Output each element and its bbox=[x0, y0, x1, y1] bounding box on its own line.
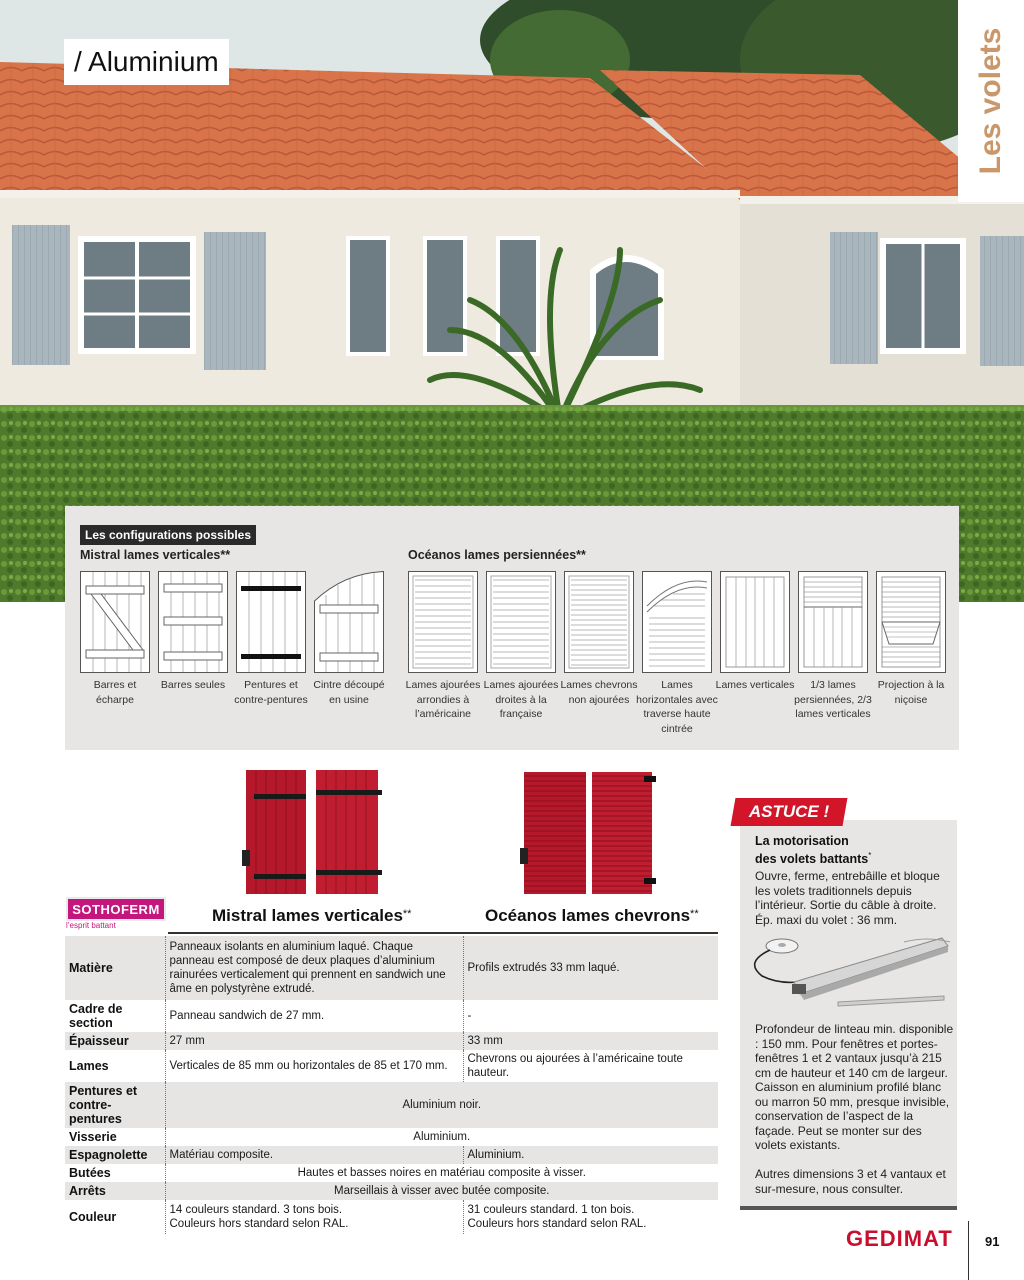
oceanos-group-title: Océanos lames persiennées** bbox=[408, 548, 586, 562]
column-b-title bbox=[485, 906, 699, 926]
config-label: Barres et écharpe bbox=[93, 679, 137, 706]
spec-value-a: Verticales de 85 mm ou horizontales de 85 et 170 mm. bbox=[165, 1050, 463, 1082]
mistral-shutter-image bbox=[240, 768, 382, 896]
config-cintre bbox=[314, 571, 384, 707]
couleur-b-line2: Couleurs hors standard selon RAL. bbox=[467, 1218, 647, 1230]
config-label: Lames ajourées droites à la française bbox=[483, 679, 559, 720]
column-a-title bbox=[212, 906, 411, 926]
config-ajourees-americaine bbox=[405, 571, 481, 722]
config-label: Lames ajourées arrondies à l’américaine bbox=[405, 679, 481, 720]
spec-value-b: Aluminium. bbox=[463, 1146, 718, 1164]
spec-key: Arrêts bbox=[65, 1182, 165, 1200]
astuce-tag bbox=[731, 798, 848, 826]
spec-value-merged: Aluminium noir. bbox=[165, 1082, 718, 1128]
astuce-paragraph-2: Profondeur de linteau min. disponible : 150 mm. Pour fenêtres et portes-fenêtres 1 et 2 vantaux jusqu’à 215 cm de hauteur et 140 cm de largeur. Caisson en aluminium profilé blanc ou marron 50 mm, presque invisible, conservation de l’aspect de la façade. Peut se monter sur des volets existants. bbox=[755, 1022, 954, 1152]
tiers-persiennees-drawing bbox=[799, 572, 867, 672]
spec-key: Espagnolette bbox=[65, 1146, 165, 1164]
cintre-drawing bbox=[314, 571, 384, 673]
ajourees-francaise-drawing bbox=[487, 572, 555, 672]
config-label: Cintre découpé en usine bbox=[313, 679, 385, 706]
traverse-cintree-drawing bbox=[643, 572, 711, 672]
title-rule bbox=[168, 932, 718, 934]
spec-value-b: - bbox=[463, 1000, 718, 1032]
column-a-title-text: Mistral lames verticales bbox=[212, 906, 403, 925]
barres-seules-drawing bbox=[159, 572, 227, 672]
table-row bbox=[65, 1050, 718, 1082]
couleur-a-line2: Couleurs hors standard selon RAL. bbox=[169, 1218, 349, 1230]
pentures-drawing bbox=[237, 572, 305, 672]
config-traverse-cintree bbox=[636, 571, 718, 736]
lames-verticales-drawing bbox=[721, 572, 789, 672]
side-tab-label: Les volets bbox=[974, 27, 1007, 175]
table-row bbox=[65, 936, 718, 1000]
spec-value-b bbox=[463, 1200, 718, 1234]
spec-value-a: Matériau composite. bbox=[165, 1146, 463, 1164]
spec-value-merged: Aluminium. bbox=[165, 1128, 718, 1146]
config-barres-seules bbox=[158, 571, 228, 693]
astuce-tag-text: ASTUCE ! bbox=[748, 802, 830, 821]
column-b-stars: ** bbox=[690, 908, 699, 920]
sothoferm-logo: SOTHOFERM bbox=[66, 897, 166, 921]
table-row bbox=[65, 1200, 718, 1234]
config-pentures bbox=[236, 571, 306, 707]
motor-image bbox=[748, 932, 954, 1016]
configurations-heading: Les configurations possibles bbox=[80, 525, 256, 545]
spec-value-merged: Hautes et basses noires en matériau composite à visser. bbox=[165, 1164, 718, 1182]
config-label: Lames verticales bbox=[715, 679, 795, 691]
ajourees-americaine-drawing bbox=[409, 572, 477, 672]
config-tiers-persiennees bbox=[794, 571, 872, 722]
footer-divider bbox=[968, 1221, 969, 1280]
spec-key: Visserie bbox=[69, 1130, 117, 1144]
oceanos-shutter-image bbox=[518, 768, 660, 896]
spec-value-a: Panneau sandwich de 27 mm. bbox=[165, 1000, 463, 1032]
gedimat-logo: GEDIMAT bbox=[846, 1226, 953, 1251]
astuce-heading-line1: La motorisation bbox=[755, 834, 849, 848]
couleur-a-line1: 14 couleurs standard. 3 tons bois. bbox=[169, 1204, 343, 1216]
astuce-paragraph-3: Autres dimensions 3 et 4 vantaux et sur-mesure, nous consulter. bbox=[755, 1167, 946, 1196]
spec-value-b: Chevrons ou ajourées à l’américaine toute hauteur. bbox=[463, 1050, 718, 1082]
config-lames-verticales bbox=[715, 571, 795, 693]
config-ajourees-francaise bbox=[483, 571, 559, 722]
column-b-title-text: Océanos lames chevrons bbox=[485, 906, 691, 925]
table-row bbox=[65, 1146, 718, 1164]
column-a-stars: ** bbox=[402, 908, 412, 920]
config-label: Pentures et contre-pentures bbox=[234, 679, 308, 706]
astuce-heading-line2: des volets battants bbox=[755, 851, 869, 866]
chevrons-drawing bbox=[565, 572, 633, 672]
config-label: Lames chevrons non ajourées bbox=[560, 679, 638, 706]
page-number: 91 bbox=[985, 1234, 1000, 1249]
config-barres-echarpe bbox=[80, 571, 150, 707]
spec-value-a: Panneaux isolants en aluminium laqué. Chaque panneau est composé de deux plaques d’aluminium rainurées verticalement qui prennent en sandwich une âme en polystyrène extrudé. bbox=[165, 936, 463, 1000]
config-label: Barres seules bbox=[160, 679, 226, 691]
spec-key: Couleur bbox=[69, 1210, 117, 1224]
side-tab bbox=[958, 0, 1024, 202]
spec-key: Butées bbox=[69, 1166, 111, 1180]
spec-key: Pentures et contre-pentures bbox=[65, 1082, 165, 1128]
spec-value-a bbox=[165, 1200, 463, 1234]
config-label: Projection à la niçoise bbox=[877, 679, 945, 706]
sothoferm-tagline: l’esprit battant bbox=[66, 921, 116, 930]
config-chevrons bbox=[560, 571, 638, 707]
table-row bbox=[65, 1182, 718, 1200]
astuce-paragraph-1: Ouvre, ferme, entrebâille et bloque les volets traditionnels depuis l’intérieur. Sortie du câble à droite. Ép. maxi du volet : 36 mm. bbox=[755, 869, 940, 927]
page-title: / Aluminium bbox=[64, 39, 229, 85]
table-row bbox=[65, 1032, 718, 1050]
spec-key: Lames bbox=[69, 1059, 109, 1073]
spec-key: Épaisseur bbox=[65, 1032, 165, 1050]
configurations-panel bbox=[65, 506, 959, 750]
spec-value-merged: Marseillais à visser avec butée composite. bbox=[165, 1182, 718, 1200]
table-row bbox=[65, 1000, 718, 1032]
spec-value-b: 33 mm bbox=[463, 1032, 718, 1050]
couleur-b-line1: 31 couleurs standard. 1 ton bois. bbox=[467, 1204, 635, 1216]
astuce-heading-star: * bbox=[868, 850, 872, 860]
spec-key: Matière bbox=[65, 936, 165, 1000]
config-label: Lames horizontales avec traverse haute cintrée bbox=[636, 679, 718, 735]
config-label: 1/3 lames persiennées, 2/3 lames verticales bbox=[794, 679, 872, 720]
barres-echarpe-drawing bbox=[81, 572, 149, 672]
config-projection-nicoise bbox=[876, 571, 946, 707]
spec-value-b: Profils extrudés 33 mm laqué. bbox=[463, 936, 718, 1000]
table-row bbox=[65, 1128, 718, 1146]
astuce-heading bbox=[755, 834, 871, 866]
spec-table bbox=[65, 936, 718, 1234]
table-row bbox=[65, 1164, 718, 1182]
spec-key: Cadre de section bbox=[69, 1002, 123, 1030]
table-row bbox=[65, 1082, 718, 1128]
spec-value-a: 27 mm bbox=[165, 1032, 463, 1050]
mistral-group-title: Mistral lames verticales** bbox=[80, 548, 231, 562]
projection-nicoise-drawing bbox=[877, 572, 945, 672]
